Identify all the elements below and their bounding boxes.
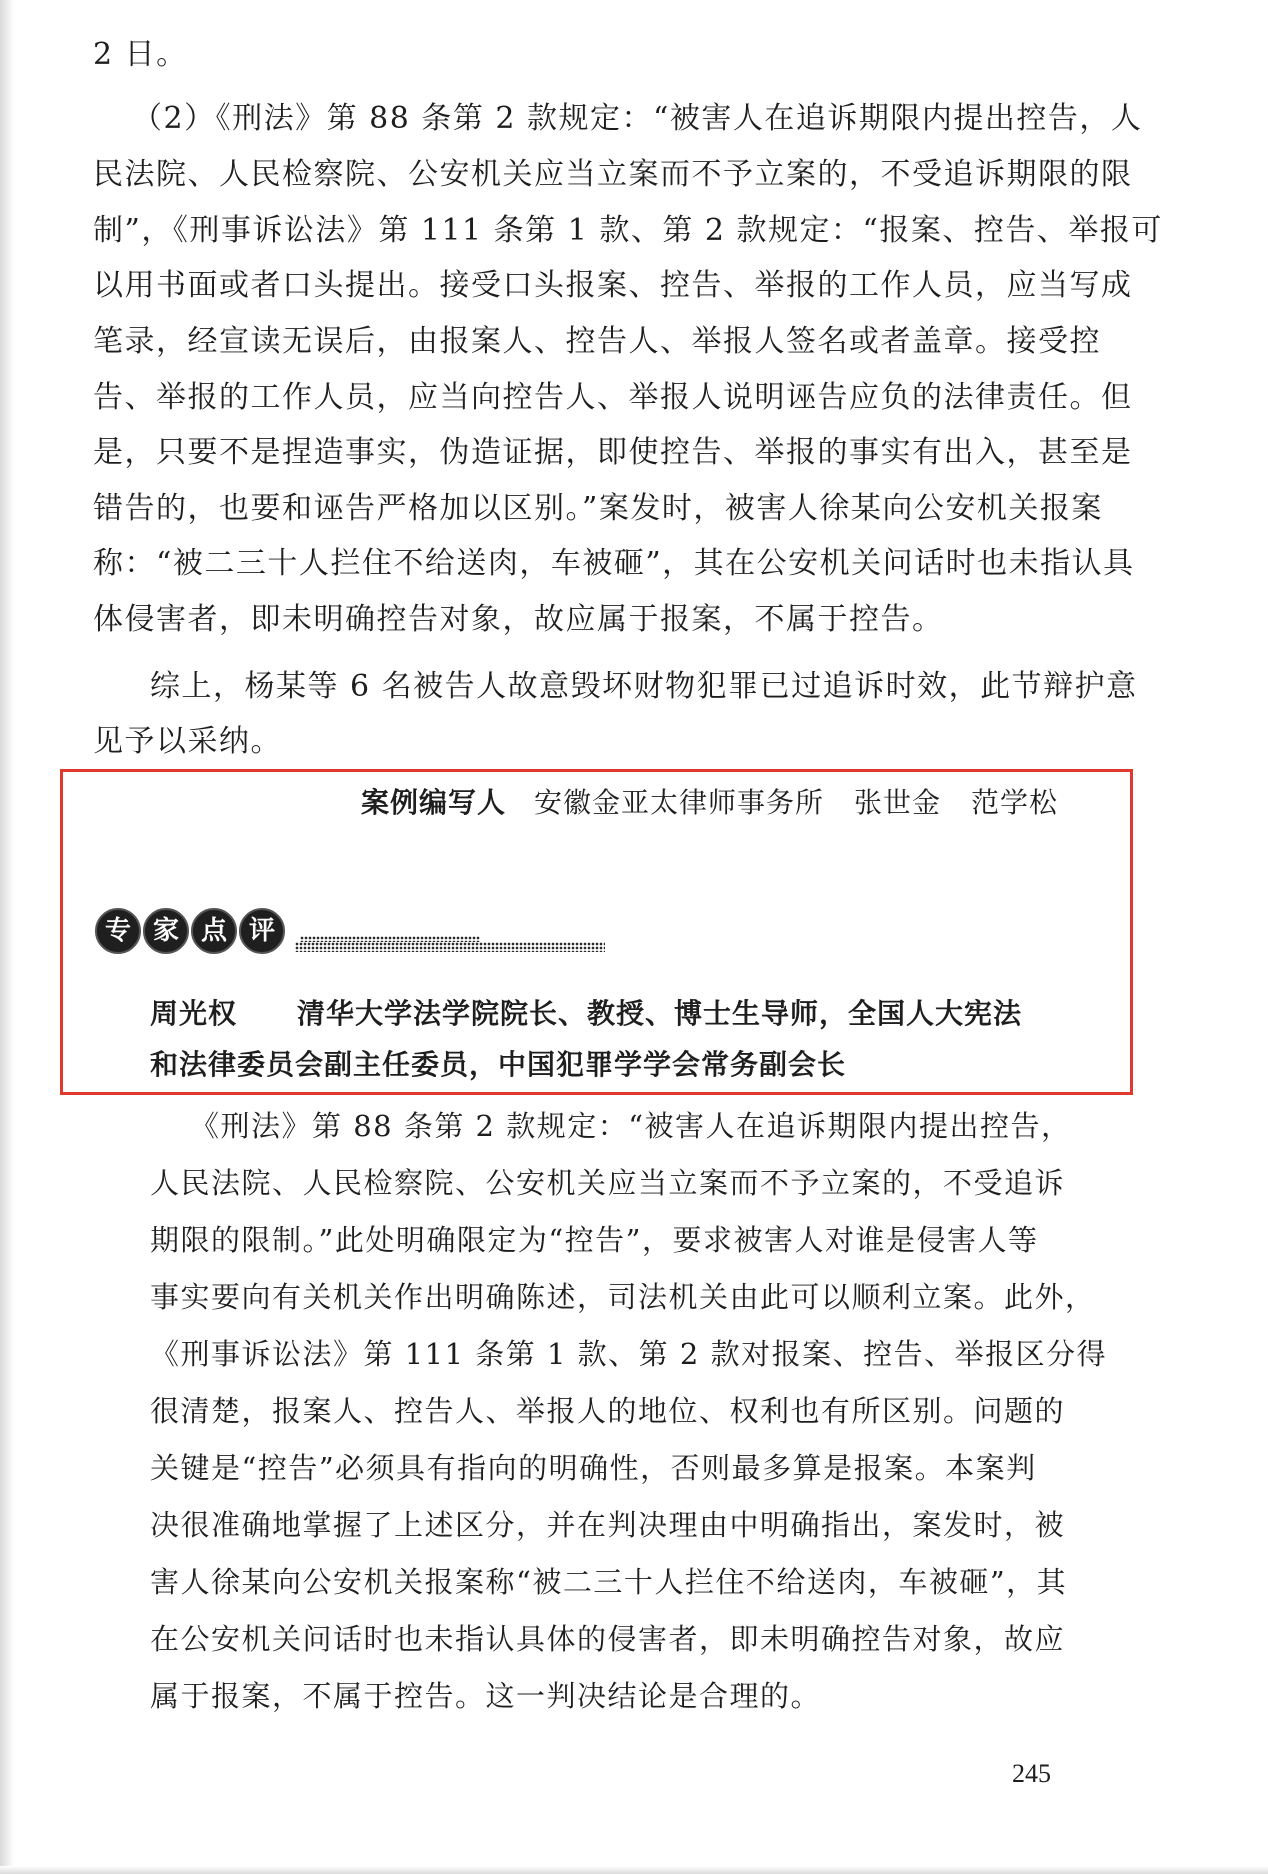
text-line: 害人徐某向公安机关报案称“被二三十人拦住不给送肉，车被砸”，其 [150,1565,1068,1599]
text-line: 决很准确地掌握了上述区分，并在判决理由中明确指出，案发时，被 [150,1508,1066,1542]
text-line: 告、举报的工作人员，应当向控告人、举报人说明诬告应负的法律责任。但 [93,380,1133,415]
text-line: 事实要向有关机关作出明确陈述，司法机关由此可以顺利立案。此外， [150,1280,1096,1314]
text-line: 2 日。 [93,37,188,72]
expert-title: 清华大学法学院院长、教授、博士生导师，全国人大宪法 [297,997,1023,1030]
text-line: 《刑法》第 88 条第 2 款规定：“被害人在追诉期限内提出控告， [190,1109,1072,1143]
text-line: 称：“被二三十人拦住不给送肉，车被砸”，其在公安机关问话时也未指认具 [93,546,1135,581]
text-line: 见予以采纳。 [93,724,282,759]
text-line: 关键是“控告”必须具有指向的明确性，否则最多算是报案。本案判 [150,1451,1037,1485]
page-edge-shadow [0,0,14,1874]
text-line: 《刑事诉讼法》第 111 条第 1 款、第 2 款对报案、控告、举报区分得 [150,1337,1108,1371]
text-line: 以用书面或者口头提出。接受口头报案、控告、举报的工作人员，应当写成 [93,268,1133,303]
text-line: 人民法院、人民检察院、公安机关应当立案而不予立案的，不受追诉 [150,1166,1066,1200]
text-line: 错告的，也要和诬告严格加以区别。”案发时，被害人徐某向公安机关报案 [93,491,1103,526]
author-name: 张世金 [853,786,941,819]
text-line: 民法院、人民检察院、公安机关应当立案而不予立案的，不受追诉期限的限 [93,157,1133,192]
expert-name: 周光权 [150,997,238,1030]
author-name: 范学松 [970,786,1058,819]
text-line: 很清楚，报案人、控告人、举报人的地位、权利也有所区别。问题的 [150,1394,1066,1428]
text-line: 综上，杨某等 6 名被告人故意毁坏财物犯罪已过追诉时效，此节辩护意 [150,669,1138,704]
text-line: 笔录，经宣读无误后，由报案人、控告人、举报人签名或者盖章。接受控 [93,324,1101,359]
banner-badge: 家 [143,908,189,954]
text-line: 期限的限制。”此处明确限定为“控告”，要求被害人对谁是侵害人等 [150,1223,1039,1257]
banner-badge: 评 [239,908,285,954]
text-line: 是，只要不是捏造事实，伪造证据，即使控告、举报的事实有出入，甚至是 [93,435,1133,470]
author-firm: 安徽金亚太律师事务所 [533,786,824,819]
text-line: 体侵害者，即未明确控告对象，故应属于报案，不属于控告。 [93,602,944,637]
author-label: 案例编写人 [360,786,506,819]
text-line: 在公安机关问话时也未指认具体的侵害者，即未明确控告对象，故应 [150,1622,1066,1656]
text-line: 属于报案，不属于控告。这一判决结论是合理的。 [150,1679,822,1713]
expert-title-line [150,994,1022,1034]
text-line: 制”，《刑事诉讼法》第 111 条第 1 款、第 2 款规定：“报案、控告、举报可 [93,213,1163,248]
text-line: （2）《刑法》第 88 条第 2 款规定：“被害人在追诉期限内提出控告，人 [132,101,1143,136]
banner-badge: 专 [95,908,141,954]
expert-title-line: 和法律委员会副主任委员，中国犯罪学学会常务副会长 [150,1048,847,1081]
case-author-line [361,783,1058,823]
page-number: 245 [1012,1759,1051,1788]
page-bottom-shadow [0,1866,1268,1874]
banner-badge: 点 [191,908,237,954]
banner-dotted-rule [295,942,605,952]
